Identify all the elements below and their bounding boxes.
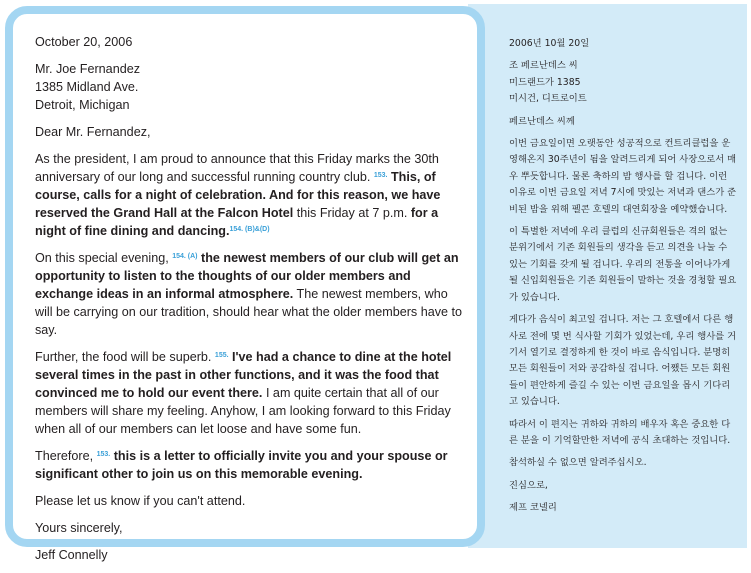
paragraph-4: [35, 447, 463, 483]
english-letter: [35, 33, 463, 573]
paragraph-5: Please let us know if you can't attend.: [35, 494, 246, 508]
paragraph-2: [35, 249, 463, 339]
p4-highlight: this is a letter to officially invite you and your spouse or significant other to join us on this memorable evening.: [35, 449, 448, 481]
p3-text-2: I am quite certain that all of our members will share my feeling. Anyhow, I am looking forward to this Friday when all of our members can let loose and have some fun.: [35, 386, 451, 436]
ko-paragraph-5: 참석하실 수 없으면 알려주십시오.: [509, 457, 647, 469]
salutation: Dear Mr. Fernandez,: [35, 125, 151, 139]
ko-paragraph-3: 게다가 음식이 최고일 겁니다. 저는 그 호텔에서 다른 행사로 전에 몇 번 식사할 기회가 있었는데, 우리 행사를 거기서 열기로 결정하게 한 것이 바로 음식입니다. 분명히 모든 회원들이 저와 공감하실 겁니다. 어쨌든 모든 회원들이 편안하게 즐길 수 있는 이번 금요일을 몹시 기다리고 있습니다.: [509, 314, 737, 408]
korean-translation: [509, 36, 737, 523]
p3-text: Further, the food will be superb.: [35, 350, 212, 364]
ko-paragraph-4: 따라서 이 편지는 귀하와 귀하의 배우자 혹은 중요한 다른 분을 이 기억할만한 저녁에 공식 초대하는 것입니다.: [509, 418, 731, 446]
ko-salutation: 페르난데스 씨께: [509, 115, 575, 127]
ko-paragraph-1: 이번 금요일이면 오랫동안 성공적으로 컨트리클럽을 운영해온지 30주년이 됨을 알려드리게 되어 사장으로서 매우 뿌듯합니다. 물론 축하의 밤 행사를 할 겁니다. 이런 이유로 이번 금요일 저녁 7시에 맛있는 저녁과 댄스가 준비된 밤을 위해 펠콘 호텔의 대연회장을 예약했습니다.: [509, 138, 737, 215]
p2-text: On this special evening,: [35, 251, 169, 265]
ko-signature: 제프 코넬리: [509, 502, 557, 514]
p1-highlight-2: for a night of fine dining and dancing.: [35, 206, 439, 238]
question-ref-marker: 153.: [373, 172, 388, 179]
p1-text: As the president, I am proud to announce that this Friday marks the 30th anniversary of our long and successful running country club.: [35, 152, 439, 184]
p1-highlight: This, of course, calls for a night of celebration. And for this reason, we have reserved the Grand Hall at the Falcon Hotel: [35, 170, 441, 220]
question-ref-marker: 155.: [214, 352, 229, 359]
closing: Yours sincerely,: [35, 521, 123, 535]
p2-text-2: The newest members, who will be carrying on our tradition, should hear what the older members have to say.: [35, 287, 463, 337]
ko-recipient-city: 미시건, 디트로이트: [509, 93, 587, 105]
ko-recipient-name: 조 페르난데스 씨: [509, 60, 578, 72]
paragraph-3: [35, 348, 463, 438]
p1-text-2: this Friday at 7 p.m.: [296, 206, 408, 220]
letter-date: October 20, 2006: [35, 35, 133, 49]
recipient-city: Detroit, Michigan: [35, 98, 130, 112]
recipient-name: Mr. Joe Fernandez: [35, 62, 140, 76]
question-ref-marker: 154. (B)&(D): [229, 226, 270, 233]
question-ref-marker: 153.: [96, 451, 111, 458]
ko-recipient-address: [509, 58, 737, 107]
p2-highlight: the newest members of our club will get an opportunity to listen to the thoughts of our older members and exchange ideas in an informal atmosphere.: [35, 251, 459, 301]
ko-date: 2006년 10월 20일: [509, 38, 590, 49]
ko-recipient-street: 미드랜드가 1385: [509, 76, 581, 88]
paragraph-1: [35, 150, 463, 240]
ko-closing: 진심으로,: [509, 479, 548, 491]
p3-highlight: I've had a chance to dine at the hotel several times in the past in other functions, and it was the food that convinced me to hold our event there.: [35, 350, 452, 400]
question-ref-marker: 154. (A): [172, 253, 198, 260]
p4-text: Therefore,: [35, 449, 94, 463]
recipient-address: [35, 60, 463, 114]
ko-paragraph-2: 이 특별한 저녁에 우리 클럽의 신규회원들은 격의 없는 분위기에서 기존 회원들의 생각을 듣고 의견을 나눌 수 있는 기회를 갖게 될 겁니다. 우리의 전통을 이어나가게 될 신입회원들은 기존 회원들이 말하는 것을 경청할 필요가 있습니다.: [509, 226, 737, 303]
recipient-street: 1385 Midland Ave.: [35, 80, 139, 94]
signature: Jeff Connelly: [35, 548, 108, 562]
